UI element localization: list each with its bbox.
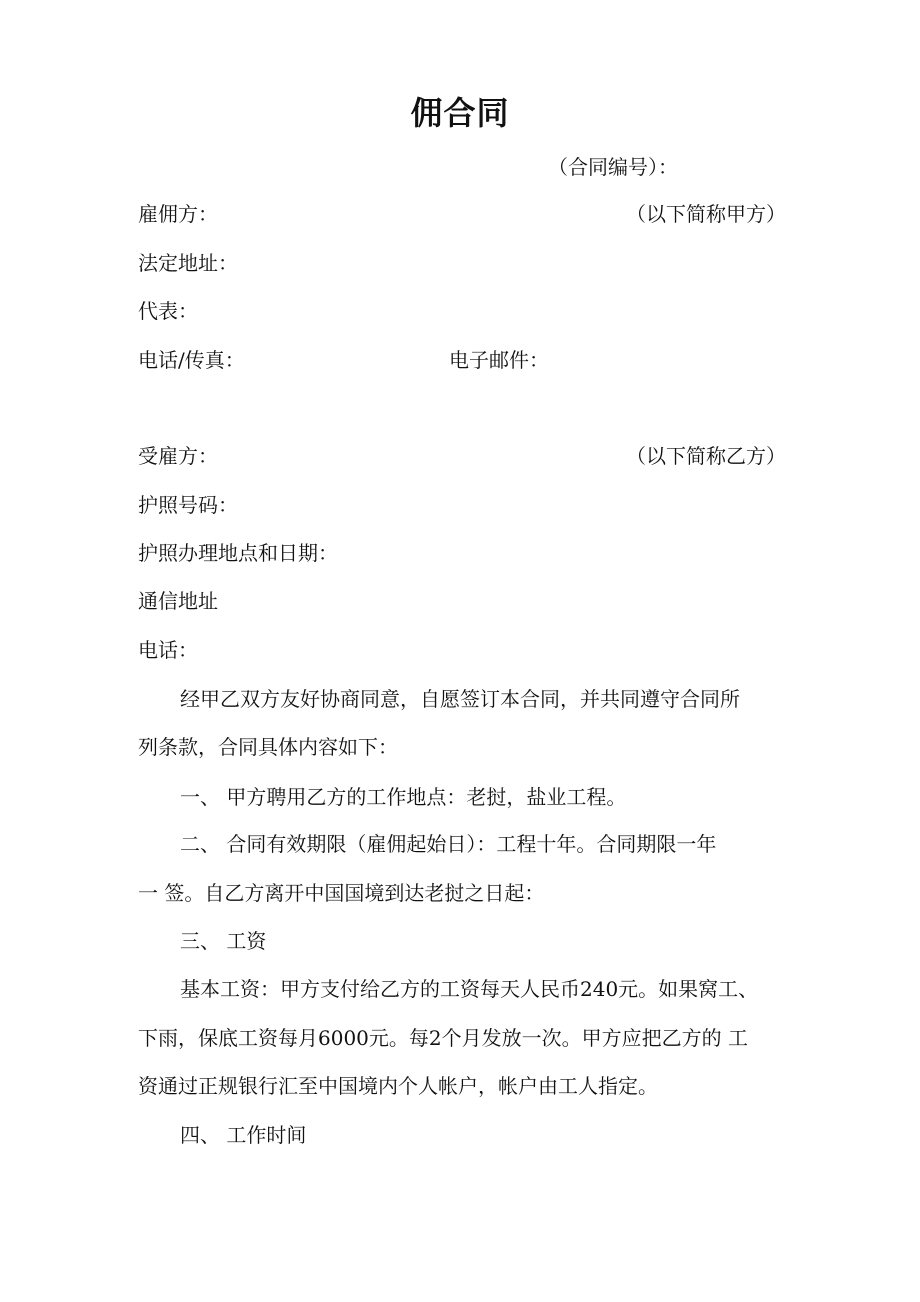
employer-address-label: 法定地址：	[138, 251, 238, 275]
employee-label: 受雇方：	[138, 444, 218, 468]
employer-label: 雇佣方：	[138, 202, 218, 226]
clause-3-heading: 三、 工资	[180, 929, 267, 953]
passport-place-date-label: 护照办理地点和日期：	[138, 541, 338, 565]
employer-representative-label: 代表：	[138, 299, 198, 323]
employee-note: （以下简称乙方）	[626, 444, 786, 468]
clause-2-line-2: 一 签。自乙方离开中国国境到达老挝之日起：	[138, 881, 545, 905]
employee-phone-label: 电话：	[138, 638, 198, 662]
intro-line-1: 经甲乙双方友好协商同意，自愿签订本合同，并共同遵守合同所	[180, 687, 740, 711]
employer-email-label: 电子邮件：	[449, 348, 549, 372]
wage-line-1: 基本工资：甲方支付给乙方的工资每天人民币240元。如果窝工、	[180, 977, 759, 1001]
intro-line-2: 列条款，合同具体内容如下：	[138, 735, 398, 759]
employer-phone-fax-label: 电话/传真：	[138, 348, 245, 372]
passport-number-label: 护照号码：	[138, 493, 238, 517]
employer-note: （以下简称甲方）	[626, 202, 786, 226]
mailing-address-label: 通信地址	[138, 589, 218, 613]
contract-number-label: （合同编号）：	[548, 155, 678, 179]
document-title: 佣合同	[410, 94, 510, 132]
wage-line-3: 资通过正规银行汇至中国境内个人帐户，帐户由工人指定。	[138, 1074, 658, 1098]
clause-4-heading: 四、 工作时间	[180, 1123, 307, 1147]
clause-1: 一、 甲方聘用乙方的工作地点：老挝，盐业工程。	[180, 785, 627, 809]
wage-line-2: 下雨，保底工资每月6000元。每2个月发放一次。甲方应把乙方的 工	[138, 1026, 748, 1050]
clause-2-line-1: 二、 合同有效期限（雇佣起始日）：工程十年。合同期限一年	[180, 832, 717, 856]
